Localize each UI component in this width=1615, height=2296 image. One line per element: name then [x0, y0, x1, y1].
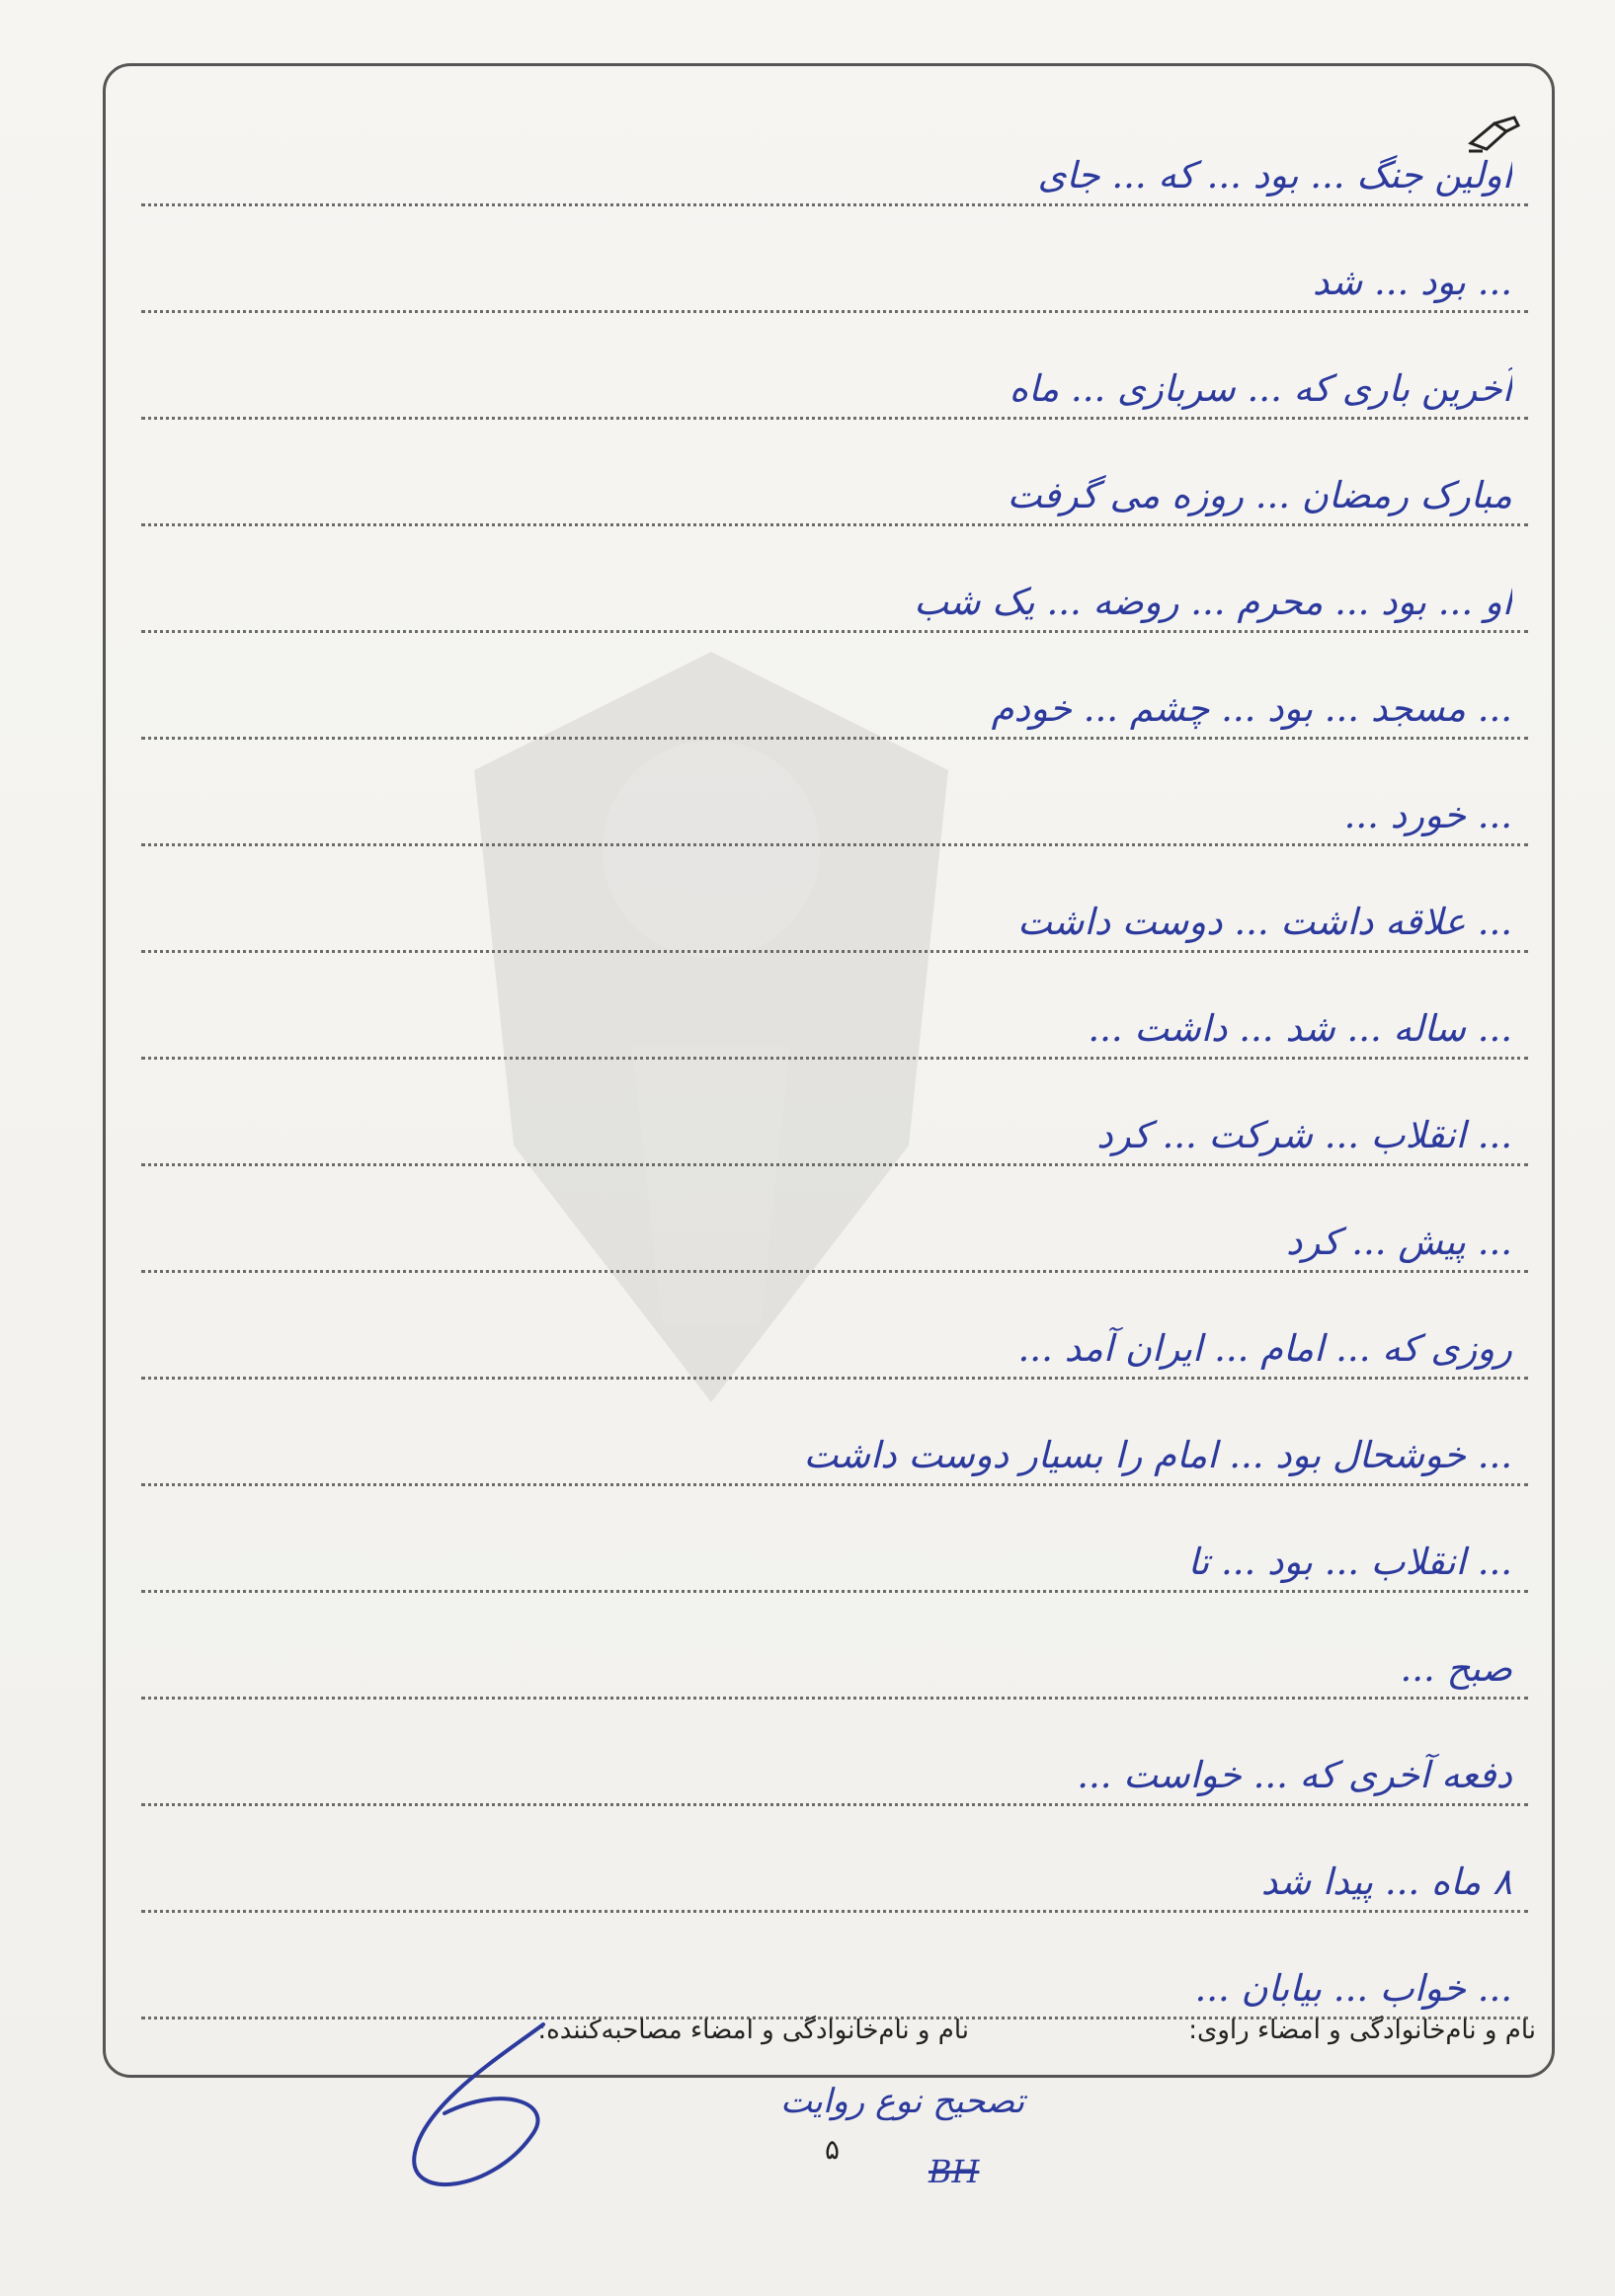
text-line-16	[141, 1700, 1528, 1806]
handwritten-line: ... خورد ...	[1343, 794, 1512, 836]
handwritten-line: ... خواب ... بیابان ...	[1194, 1967, 1512, 2010]
text-line-5	[141, 526, 1528, 633]
text-line-8	[141, 846, 1528, 953]
handwritten-line: اولین جنگ ... بود ... که ... جای	[1037, 154, 1512, 197]
handwritten-line: ۸ ماه ... پیدا شد	[1260, 1861, 1512, 1903]
signature-labels-row	[106, 1998, 1552, 2057]
text-line-17	[141, 1806, 1528, 1913]
handwritten-line: او ... بود ... محرم ... روضه ... یک شب	[914, 581, 1512, 623]
text-line-10	[141, 1060, 1528, 1166]
interviewer-signature-label: نام و نام‌خانوادگی و امضاء مصاحبه‌کننده:	[537, 2016, 969, 2045]
page-number: ۵	[825, 2133, 841, 2166]
handwritten-line: ... علاقه داشت ... دوست داشت	[1017, 901, 1512, 943]
text-line-11	[141, 1166, 1528, 1273]
archive-code: BH	[929, 2153, 980, 2190]
text-line-13	[141, 1380, 1528, 1486]
form-frame	[103, 63, 1555, 2078]
handwritten-line: آخرین باری که ... سربازی ... ماه	[1009, 367, 1512, 410]
handwritten-line: ... انقلاب ... شرکت ... کرد	[1096, 1114, 1512, 1156]
narrator-signature-label: نام و نام‌خانوادگی و امضاء راوی:	[1188, 2016, 1536, 2045]
handwritten-note: تصحیح نوع روایت	[780, 2082, 1025, 2121]
text-line-9	[141, 953, 1528, 1060]
handwritten-line: روزی که ... امام ... ایران آمد ...	[1017, 1327, 1512, 1370]
handwritten-line: مبارک رمضان ... روزه می گرفت	[1007, 474, 1512, 516]
handwritten-line: ... پیش ... کرد	[1286, 1221, 1512, 1263]
text-line-12	[141, 1273, 1528, 1380]
handwritten-line: ... ساله ... شد ... داشت ...	[1088, 1007, 1512, 1050]
text-line-6	[141, 633, 1528, 740]
text-line-7	[141, 740, 1528, 846]
text-line-3	[141, 313, 1528, 420]
handwritten-signature	[385, 2015, 563, 2212]
handwritten-line: ... بود ... شد	[1312, 261, 1512, 303]
text-line-15	[141, 1593, 1528, 1700]
handwritten-line: ... مسجد ... بود ... چشم ... خودم	[991, 687, 1512, 730]
text-line-4	[141, 420, 1528, 526]
text-line-14	[141, 1486, 1528, 1593]
handwritten-line: ... خوشحال بود ... امام را بسیار دوست داشت	[803, 1434, 1512, 1476]
text-line-2	[141, 206, 1528, 313]
text-line-1	[141, 100, 1528, 206]
handwritten-line: ... انقلاب ... بود ... تا	[1187, 1541, 1512, 1583]
handwritten-line: دفعه آخری که ... خواست ...	[1077, 1754, 1512, 1796]
handwritten-line: صبح ...	[1400, 1647, 1512, 1690]
